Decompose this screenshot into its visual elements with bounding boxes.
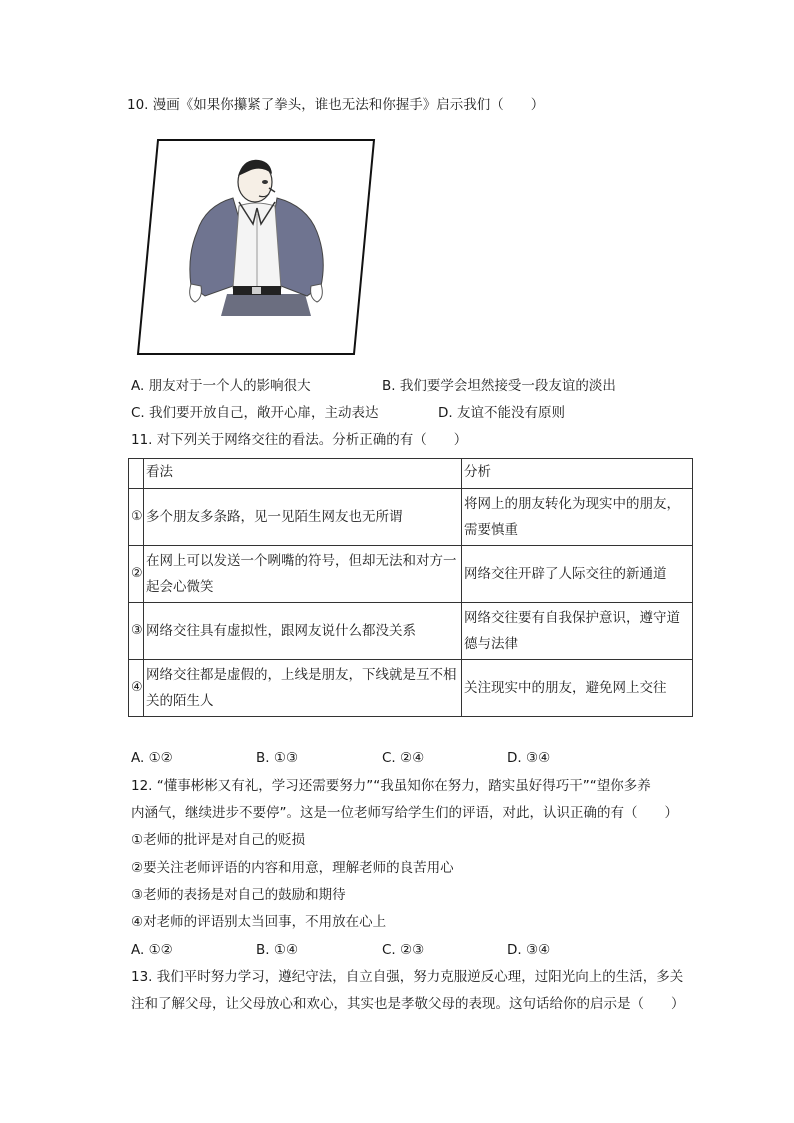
- row-analysis-line: 网络交往要有自我保护意识，遵守道: [464, 610, 680, 626]
- row-view-line: 网络交往都是虚假的，上线是朋友，下线就是互不相: [146, 667, 457, 683]
- q10-option-b: B. 我们要学会坦然接受一段友谊的淡出: [382, 378, 616, 394]
- row-analysis-line: 德与法律: [464, 636, 518, 652]
- q11-option-a: A. ①②: [131, 750, 173, 766]
- table-header-num: [129, 459, 144, 489]
- row-number: ④: [129, 660, 144, 717]
- row-view: 网络交往具有虚拟性，跟网友说什么都没关系: [144, 603, 462, 660]
- row-view: [144, 546, 462, 603]
- row-view-line: 关的陌生人: [146, 693, 214, 709]
- row-number: ②: [129, 546, 144, 603]
- table-header-analysis: 分析: [462, 459, 693, 489]
- cartoon-man-pockets-out-image: [135, 136, 377, 358]
- table-row: [129, 603, 693, 660]
- q12-item-2: ②要关注老师评语的内容和用意，理解老师的良苦用心: [131, 860, 454, 876]
- q11-option-c: C. ②④: [382, 750, 425, 766]
- q12-option-c: C. ②③: [382, 942, 425, 958]
- q13-stem-line-2: 注和了解父母，让父母放心和欢心，其实也是孝敬父母的表现。这句话给你的启示是（ ）: [131, 996, 685, 1012]
- row-number: ①: [129, 489, 144, 546]
- row-analysis: 关注现实中的朋友，避免网上交往: [462, 660, 693, 717]
- q11-stem: 11. 对下列关于网络交往的看法。分析正确的有（ ）: [131, 432, 468, 448]
- q10-option-c: C. 我们要开放自己，敞开心扉，主动表达: [131, 405, 379, 421]
- q12-stem-line-2: 内涵气，继续进步不要停”。这是一位老师写给学生们的评语，对此，认识正确的有（ ）: [131, 805, 678, 821]
- row-view: [144, 660, 462, 717]
- table-row: [129, 660, 693, 717]
- q12-option-b: B. ①④: [256, 942, 299, 958]
- row-view-line: 起会心微笑: [146, 579, 214, 595]
- row-analysis: [462, 489, 693, 546]
- q12-item-3: ③老师的表扬是对自己的鼓励和期待: [131, 887, 346, 903]
- row-analysis: 网络交往开辟了人际交往的新通道: [462, 546, 693, 603]
- q13-stem-line-1: 13. 我们平时努力学习，遵纪守法，自立自强，努力克服逆反心理，过阳光向上的生活，多关: [131, 969, 684, 985]
- q11-table: [128, 458, 693, 717]
- table-header-view: 看法: [144, 459, 462, 489]
- q10-stem: 10. 漫画《如果你攥紧了拳头，谁也无法和你握手》启示我们（ ）: [127, 97, 545, 113]
- row-number: ③: [129, 603, 144, 660]
- q12-option-a: A. ①②: [131, 942, 173, 958]
- row-analysis: [462, 603, 693, 660]
- q12-item-1: ①老师的批评是对自己的贬损: [131, 832, 306, 848]
- table-row: [129, 489, 693, 546]
- table-header-row: [129, 459, 693, 489]
- q11-option-b: B. ①③: [256, 750, 299, 766]
- row-analysis-line: 需要慎重: [464, 522, 518, 538]
- q10-option-a: A. 朋友对于一个人的影响很大: [131, 378, 311, 394]
- q12-option-d: D. ③④: [507, 942, 551, 958]
- q10-option-d: D. 友谊不能没有原则: [438, 405, 565, 421]
- row-view-line: 在网上可以发送一个咧嘴的符号，但却无法和对方一: [146, 553, 457, 569]
- row-view: 多个朋友多条路，见一见陌生网友也无所谓: [144, 489, 462, 546]
- q12-item-4: ④对老师的评语别太当回事，不用放在心上: [131, 914, 387, 930]
- table-row: [129, 546, 693, 603]
- row-analysis-line: 将网上的朋友转化为现实中的朋友，: [464, 496, 680, 512]
- q11-option-d: D. ③④: [507, 750, 551, 766]
- q12-stem-line-1: 12. “懂事彬彬又有礼，学习还需要努力”“我虽知你在努力，踏实虽好得巧干”“望你多养: [131, 778, 651, 794]
